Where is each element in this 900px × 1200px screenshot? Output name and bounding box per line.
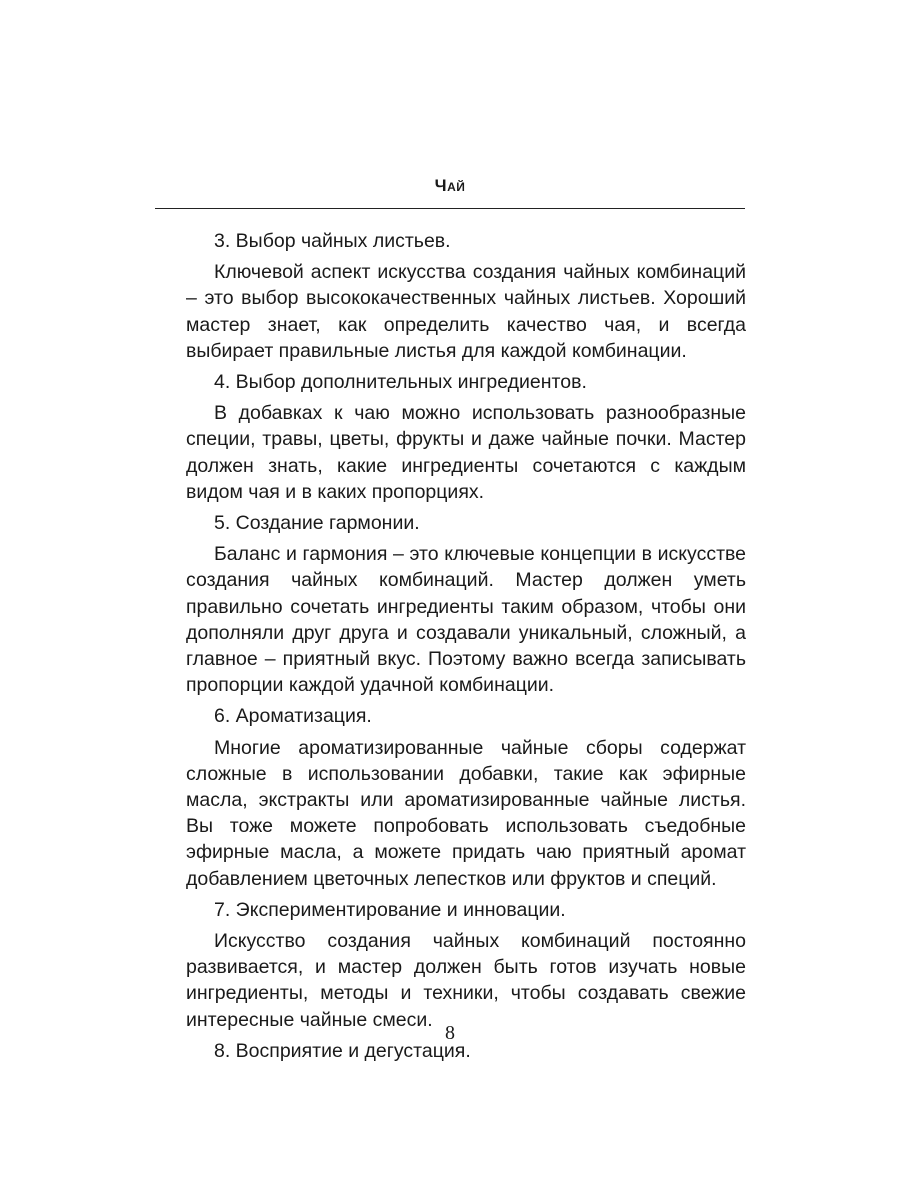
header-rule — [155, 208, 745, 209]
paragraph-item-4-text: В добавках к чаю можно использовать разнообразные специи, травы, цветы, фрукты и даже чайные почки. Мастер должен знать, какие ингредиенты сочетаются с каждым видом чая и в каких пропорциях. — [186, 402, 746, 503]
paragraph-item-6-text: Многие ароматизированные чайные сборы содержат сложные в использовании добавки, такие как эфирные масла, экстракты или ароматизированные чайные листья. Вы тоже можете попробовать использовать съедобные эфирные масла, а можете придать чаю приятный аромат добавлением цветочных лепестков или фруктов и специй. — [186, 736, 746, 890]
running-head: Чай — [434, 176, 466, 195]
paragraph-item-5-heading: 5. Создание гармонии. — [214, 512, 420, 535]
paragraph-item-6-heading: 6. Ароматизация. — [214, 705, 372, 728]
paragraph-item-7-text: Искусство создания чайных комбинаций постоянно развивается, и мастер должен быть готов изучать новые ингредиенты, методы и техники, чтобы создавать свежие интересные чайные смеси. — [186, 930, 746, 1031]
paragraph-item-7-heading: 7. Экспериментирование и инновации. — [214, 898, 566, 921]
paragraph-item-8-heading: 8. Восприятие и дегустация. — [214, 1039, 471, 1062]
paragraph-item-3-text: Ключевой аспект искусства создания чайных комбинаций – это выбор высококачественных чайных листьев. Хороший мастер знает, как определить качество чая, и всегда выбирает правильные листья для каждой комбинации. — [186, 261, 746, 362]
paragraph-item-3-heading: 3. Выбор чайных листьев. — [214, 230, 451, 252]
paragraph-item-4-heading: 4. Выбор дополнительных ингредиентов. — [214, 371, 587, 394]
page-number: 8 — [445, 1022, 455, 1044]
paragraph-item-5-text: Баланс и гармония – это ключевые концепции в искусстве создания чайных комбинаций. Мастер должен уметь правильно сочетать ингредиенты таким образом, чтобы они дополняли друг друга и создавали уникальный, сложный, а главное – приятный вкус. Поэтому важно всегда записывать пропорции каждой удачной комбинации. — [186, 543, 746, 697]
body-text — [186, 228, 746, 1064]
